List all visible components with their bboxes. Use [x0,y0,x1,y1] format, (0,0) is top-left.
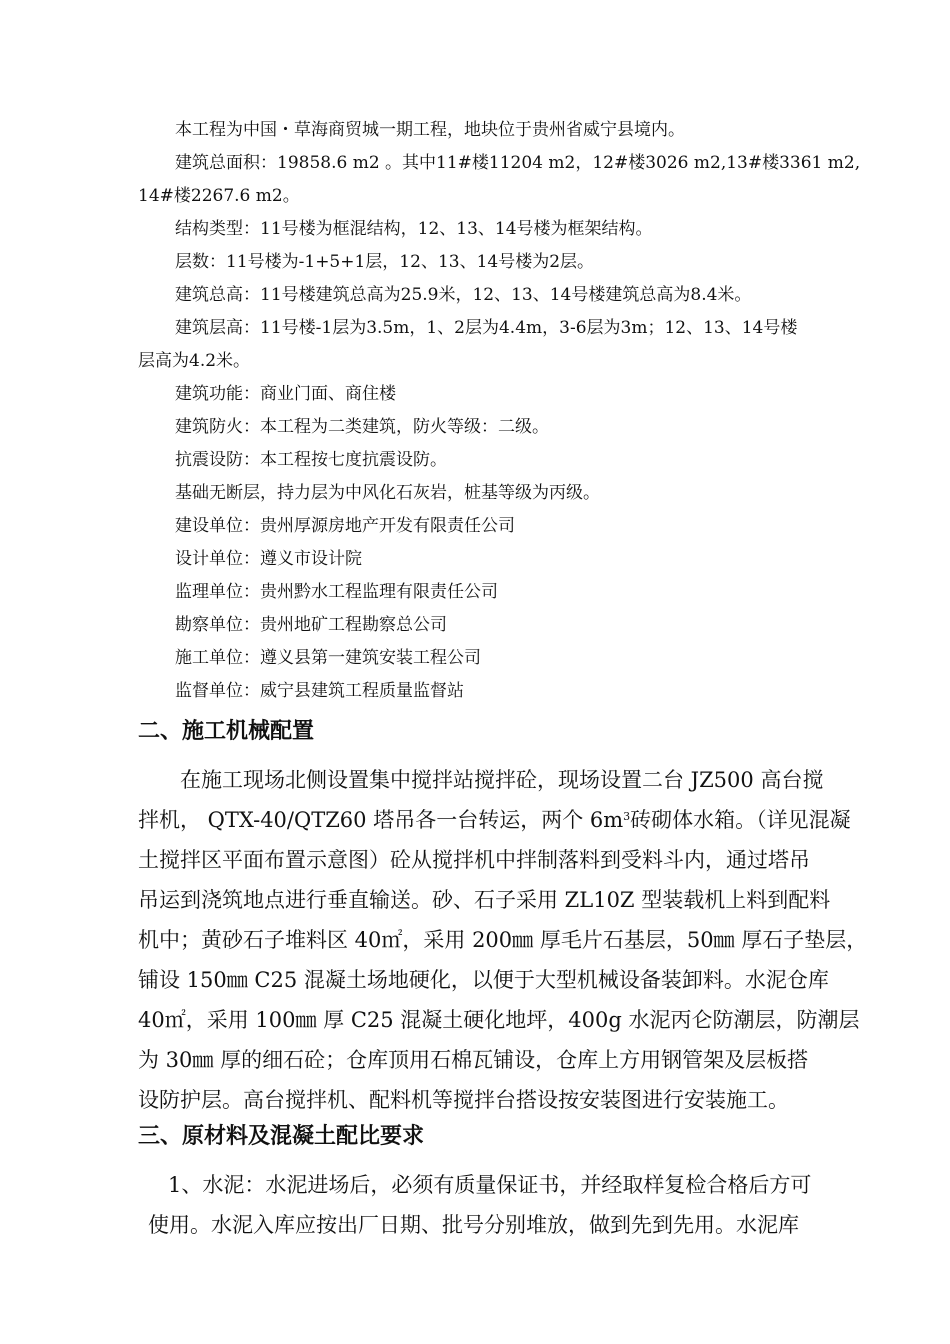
section-heading: 三、原材料及混凝土配比要求 [138,1124,425,1149]
paragraph-line: 土搅拌区平面布置示意图）砼从搅拌机中拌制落料到受料斗内，通过塔吊 [138,848,810,872]
paragraph-line: 使用。水泥入库应按出厂日期、批号分别堆放，做到先到先用。水泥库 [148,1213,799,1237]
section-heading: 二、施工机械配置 [138,719,315,744]
paragraph-line: 40㎡，采用 100㎜ 厚 C25 混凝土硬化地坪，400g 水泥丙仑防潮层，防潮层 [138,1008,860,1032]
overview-line: 基础无断层，持力层为中风化石灰岩，桩基等级为丙级。 [175,483,600,503]
overview-line: 施工单位：遵义县第一建筑安装工程公司 [175,648,481,668]
paragraph-line: 为 30㎜ 厚的细石砼；仓库顶用石棉瓦铺设，仓库上方用钢管架及层板搭 [138,1048,809,1072]
paragraph-line: 机中；黄砂石子堆料区 40㎡，采用 200㎜ 厚毛片石基层，50㎜ 厚石子垫层， [138,928,868,952]
paragraph-line: 拌机， QTX-40/QTZ60 塔吊各一台转运，两个 $6m^3$砖砌体水箱。（详见混凝 [138,808,851,832]
overview-line: 建筑功能：商业门面、商住楼 [175,384,396,404]
overview-line: 建筑层高：11号楼-1层为3.5m，1、2层为4.4m，3-6层为3m；12、13、14号楼 [175,318,798,338]
paragraph-line: 在施工现场北侧设置集中搅拌站搅拌砼，现场设置二台 JZ500 高台搅 [180,768,824,792]
overview-line: 勘察单位：贵州地矿工程勘察总公司 [175,615,447,635]
paragraph-line: 1、水泥：水泥进场后，必须有质量保证书，并经取样复检合格后方可 [168,1173,812,1197]
overview-line: 监督单位：威宁县建筑工程质量监督站 [175,681,464,701]
overview-line: 建筑防火：本工程为二类建筑，防火等级：二级。 [175,417,549,437]
paragraph-line: 铺设 150㎜ C25 混凝土场地硬化，以便于大型机械设备装卸料。水泥仓库 [138,968,829,992]
overview-line: 本工程为中国・草海商贸城一期工程，地块位于贵州省威宁县境内。 [175,120,685,140]
overview-line: 监理单位：贵州黔水工程监理有限责任公司 [175,582,498,602]
overview-line: 建筑总面积：19858.6 m2 。其中11#楼11204 m2，12#楼3026 m2,13#楼3361 m2, [175,153,861,173]
paragraph-line: 吊运到浇筑地点进行垂直输送。砂、石子采用 ZL10Z 型装载机上料到配料 [138,888,831,912]
overview-line: 结构类型：11号楼为框混结构，12、13、14号楼为框架结构。 [175,219,653,239]
overview-line: 层高为4.2米。 [138,351,251,371]
overview-line: 14#楼2267.6 m2。 [138,186,300,206]
overview-line: 建设单位：贵州厚源房地产开发有限责任公司 [175,516,515,536]
overview-line: 建筑总高：11号楼建筑总高为25.9米，12、13、14号楼建筑总高为8.4米。 [175,285,752,305]
overview-line: 抗震设防：本工程按七度抗震设防。 [175,450,447,470]
paragraph-line: 设防护层。高台搅拌机、配料机等搅拌台搭设按安装图进行安装施工。 [138,1088,789,1112]
overview-line: 层数：11号楼为-1+5+1层，12、13、14号楼为2层。 [175,252,595,272]
overview-line: 设计单位：遵义市设计院 [175,549,362,569]
